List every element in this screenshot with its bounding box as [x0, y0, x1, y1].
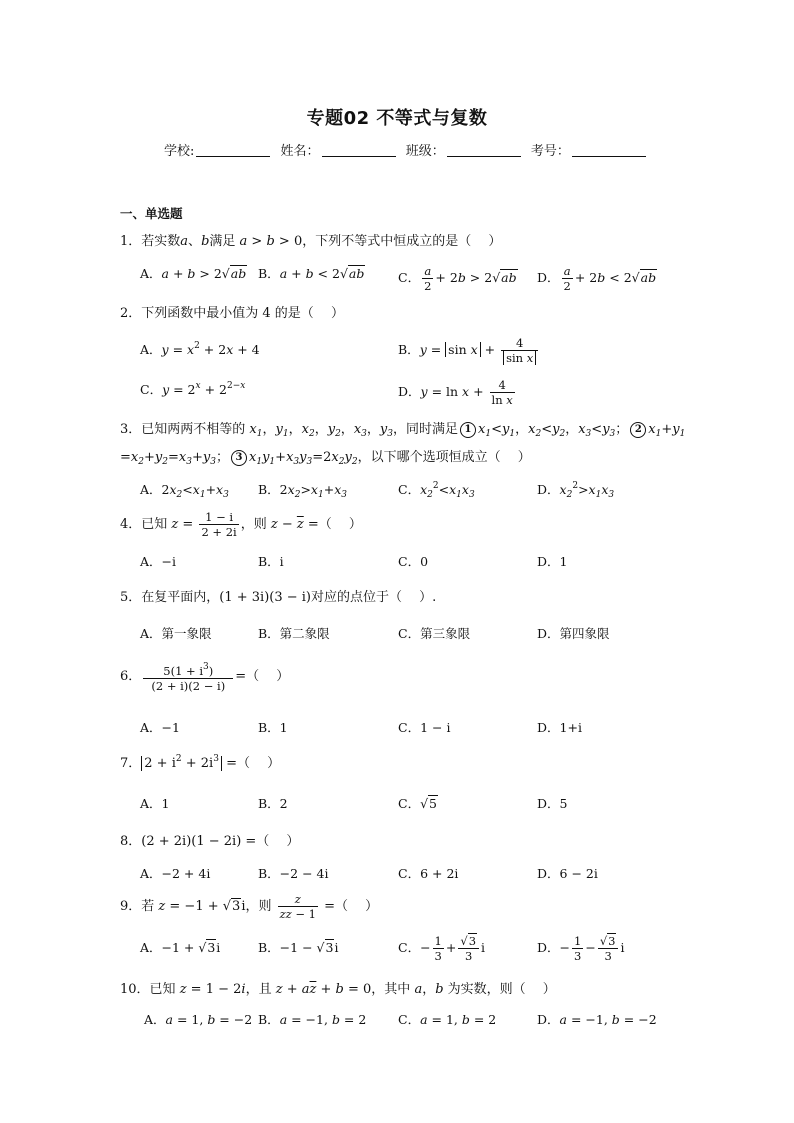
option-b[interactable]: B．$2x_2>x_1+x_3$ [258, 482, 347, 500]
option-c[interactable]: C． $\frac{a}{2}$ + 2b > 2√ab [398, 264, 517, 293]
option-a[interactable]: A．1 [140, 796, 170, 811]
option-c[interactable]: C．0 [398, 554, 429, 569]
option-b[interactable]: B．第二象限 [258, 626, 330, 641]
option-b[interactable]: B．−1 − √3i [258, 940, 339, 955]
option-b[interactable]: B．−2 − 4i [258, 866, 329, 881]
option-d[interactable]: D．− $\frac{1}{3}$ − $\frac{√3}{3}$ i [537, 934, 625, 963]
option-c[interactable]: C．− $\frac{1}{3}$ + $\frac{√3}{3}$ i [398, 934, 486, 963]
question-stem: 8．(2 + 2i)(1 − 2i) =（ ） [120, 834, 300, 849]
page-title: 专题02 不等式与复数 [306, 108, 488, 129]
class-label: 班级： [405, 144, 445, 159]
option-a[interactable]: A．第一象限 [140, 626, 212, 641]
option-b[interactable]: B．i [258, 554, 284, 569]
question-stem: 5．在复平面内，(1 + 3i)(3 − i)对应的点位于（ ）. [120, 590, 437, 605]
class-blank[interactable] [447, 156, 521, 157]
option-b[interactable]: B．a = −1, b = 2 [258, 1012, 367, 1027]
option-b[interactable]: B．2 [258, 796, 288, 811]
question-stem: 7． $2 + i^2 + 2i^3$ =（ ） [120, 754, 281, 771]
option-c[interactable]: C．6 + 2i [398, 866, 459, 881]
school-blank[interactable] [196, 156, 270, 157]
section-title: 一、单选题 [120, 206, 183, 221]
option-b[interactable]: B．y = sin x + $\frac{4}{\text{sin x}}$ [398, 336, 540, 365]
option-d[interactable]: D．a = −1, b = −2 [537, 1012, 657, 1027]
option-d[interactable]: D．5 [537, 796, 568, 811]
question-stem: 6． $\frac{5(1 + i^3)}{(2 + i)(2 - i)}$ =（ ） [120, 662, 290, 693]
question-stem-cont: $=x_2+y_2=x_3+y_3$； 3 $x_1y_1+x_3y_3=2x_2y_2$，以下哪个选项恒成立（ ） [120, 450, 531, 467]
option-a[interactable]: A．a = 1, b = −2 [144, 1012, 253, 1027]
question-stem: 2．下列函数中最小值为 4 的是（ ） [120, 306, 344, 321]
option-a[interactable]: A．a + b > 2√ab [140, 266, 247, 281]
question-stem: 1．若实数a、b满足 a > b > 0，下列不等式中恒成立的是（ ） [120, 234, 502, 249]
name-blank[interactable] [322, 156, 396, 157]
option-d[interactable]: D．1+i [537, 720, 582, 735]
option-a[interactable]: A．$2x_2<x_1+x_3$ [140, 482, 229, 500]
option-a[interactable]: A．−2 + 4i [140, 866, 211, 881]
exam-number-blank[interactable] [572, 156, 646, 157]
exam-number-label: 考号： [530, 144, 570, 159]
question-stem: 10．已知 z = 1 − 2i，且 $z + a\overline{z} + b = 0$，其中 a，b 为实数，则（ ） [120, 982, 556, 997]
option-b[interactable]: B．a + b < 2√ab [258, 266, 365, 281]
option-d[interactable]: D． $\frac{a}{2}$ + 2b < 2√ab [537, 264, 657, 293]
school-label: 学校: [164, 144, 195, 159]
option-c[interactable]: C．第三象限 [398, 626, 471, 641]
option-d[interactable]: D．y = ln x + $\frac{4}{\text{ln x}}$ [398, 378, 513, 407]
option-c[interactable]: C．a = 1, b = 2 [398, 1012, 497, 1027]
option-c[interactable]: C．√5 [398, 796, 437, 811]
option-d[interactable]: D．第四象限 [537, 626, 610, 641]
question-stem: 4．已知 z = $\frac{1 - i}{2 + 2i}$ ，则 $z - \overline{z}$ =（ ） [120, 510, 362, 539]
option-c[interactable]: C．$x_2^2<x_1x_3$ [398, 481, 475, 500]
option-a[interactable]: A．$y = x^2 + 2x + 4$ [140, 341, 260, 357]
option-c[interactable]: C．1 − i [398, 720, 451, 735]
option-d[interactable]: D．6 − 2i [537, 866, 598, 881]
option-d[interactable]: D．$x_2^2>x_1x_3$ [537, 481, 615, 500]
question-stem: 9．若 z = −1 + √3i，则 $\frac{z}{z\overline{z} - 1}$ =（ ） [120, 892, 379, 921]
option-a[interactable]: A．−1 [140, 720, 180, 735]
option-a[interactable]: A．−1 + √3i [140, 940, 221, 955]
option-d[interactable]: D．1 [537, 554, 568, 569]
option-c[interactable]: C．$y = 2^x + 2^{2-x}$ [140, 381, 246, 397]
option-b[interactable]: B．1 [258, 720, 288, 735]
option-a[interactable]: A．−i [140, 554, 176, 569]
question-stem: 3．已知两两不相等的 $x_1$，$y_1$，$x_2$，$y_2$，$x_3$，$y_3$，同时满足 1 $x_1<y_1$，$x_2<y_2$，$x_3<y_3$； 2 $x_1+y_1$ [120, 422, 686, 439]
student-info-line [164, 140, 652, 159]
name-label: 姓名： [280, 144, 320, 159]
